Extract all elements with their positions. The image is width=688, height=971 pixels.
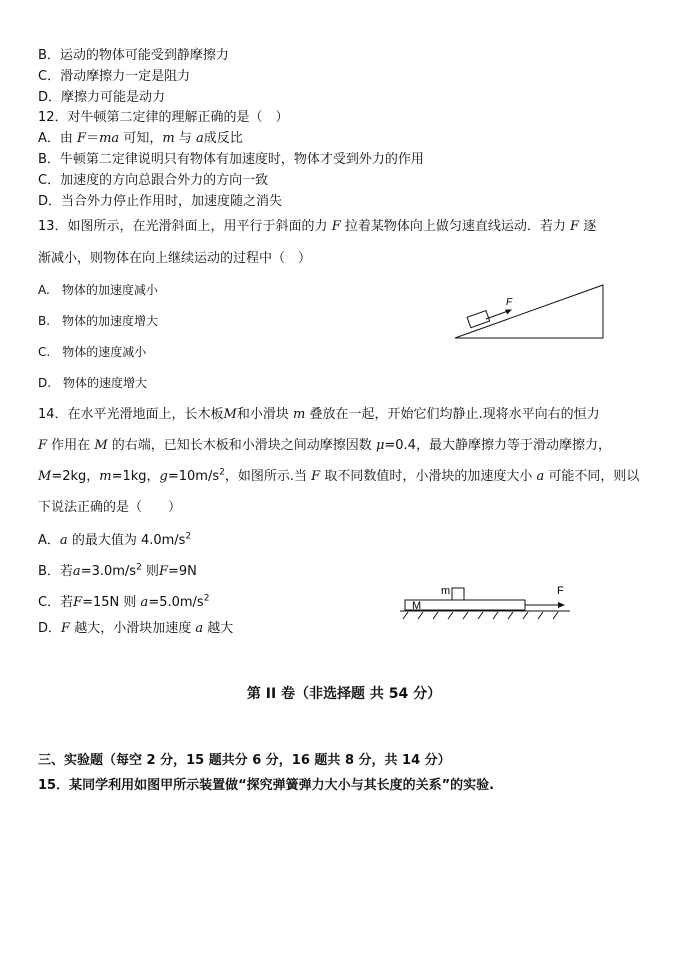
q14-stem-line4: 下说法正确的是（ ） <box>38 500 182 515</box>
incline-force-arrow <box>486 311 508 319</box>
section3-heading: 三、实验题（每空 2 分，15 题共分 6 分，16 题共 8 分，共 14 分） <box>38 753 451 768</box>
long-board-label: M <box>412 600 422 612</box>
q12-option-a: A．由 F＝ma 可知，m 与 a成反比 <box>38 131 243 146</box>
incline-figure <box>450 282 610 344</box>
part2-title: 第 II 卷（非选择题 共 54 分） <box>246 686 442 702</box>
q13-stem-line1: 13．如图所示，在光滑斜面上，用平行于斜面的力 F 拉着某物体向上做匀速直线运动．若力 F 逐 <box>38 219 597 234</box>
q12-option-d: D．当合外力停止作用时，加速度随之消失 <box>38 194 283 209</box>
q13-option-d: D. 物体的速度增大 <box>38 376 148 390</box>
option-b-prev: B．运动的物体可能受到静摩擦力 <box>38 48 229 63</box>
q14-option-c: C．若F=15N 则 $a=5.0m/s^2$ <box>38 593 210 610</box>
board-force-label: F <box>557 585 564 597</box>
incline-force-label: F <box>506 297 513 308</box>
board-force-arrowhead <box>558 602 565 608</box>
q14-option-a: A．a 的最大值为 $4.0m/s^2$ <box>38 531 192 548</box>
q14-stem-line3: M=2kg，m=1kg，$g=10m/s^2$，如图所示.当 F 取不同数值时，小滑块的加速度大小 a 可能不同，则以 <box>38 467 640 484</box>
incline-slope <box>455 285 603 338</box>
q14-stem-line1: 14．在水平光滑地面上，长木板M和小滑块 m 叠放在一起，开始它们均静止.现将水平向右的恒力 <box>38 407 600 422</box>
q13-stem-line2: 渐减小，则物体在向上继续运动的过程中（ ） <box>38 251 312 266</box>
q15-stem: 15．某同学利用如图甲所示装置做“探究弹簧弹力大小与其长度的关系”的实验. <box>38 778 495 793</box>
q13-option-a: A. 物体的加速度减小 <box>38 283 158 297</box>
q12-option-b: B．牛顿第二定律说明只有物体有加速度时，物体才受到外力的作用 <box>38 152 424 167</box>
q13-option-b: B. 物体的加速度增大 <box>38 314 159 328</box>
q14-option-d: D．F 越大，小滑块加速度 a 越大 <box>38 621 234 636</box>
option-c-prev: C．滑动摩擦力一定是阻力 <box>38 69 191 84</box>
q12-option-c: C．加速度的方向总跟合外力的方向一致 <box>38 173 269 188</box>
board-block-figure <box>398 580 578 625</box>
q14-stem-line2: F 作用在 M 的右端，已知长木板和小滑块之间动摩擦因数 μ=0.4，最大静摩擦力等于滑动摩擦力， <box>38 438 611 453</box>
q12-stem: 12．对牛顿第二定律的理解正确的是（ ） <box>38 110 289 125</box>
option-d-prev: D．摩擦力可能是动力 <box>38 90 166 105</box>
small-block-label: m <box>441 585 451 597</box>
long-board <box>405 600 525 610</box>
ground-hatching <box>403 612 558 619</box>
q14-option-b: B．若$a=3.0m/s^2$ 则F=9N <box>38 562 197 579</box>
q13-option-c: C. 物体的速度减小 <box>38 345 147 359</box>
small-block <box>452 588 464 600</box>
